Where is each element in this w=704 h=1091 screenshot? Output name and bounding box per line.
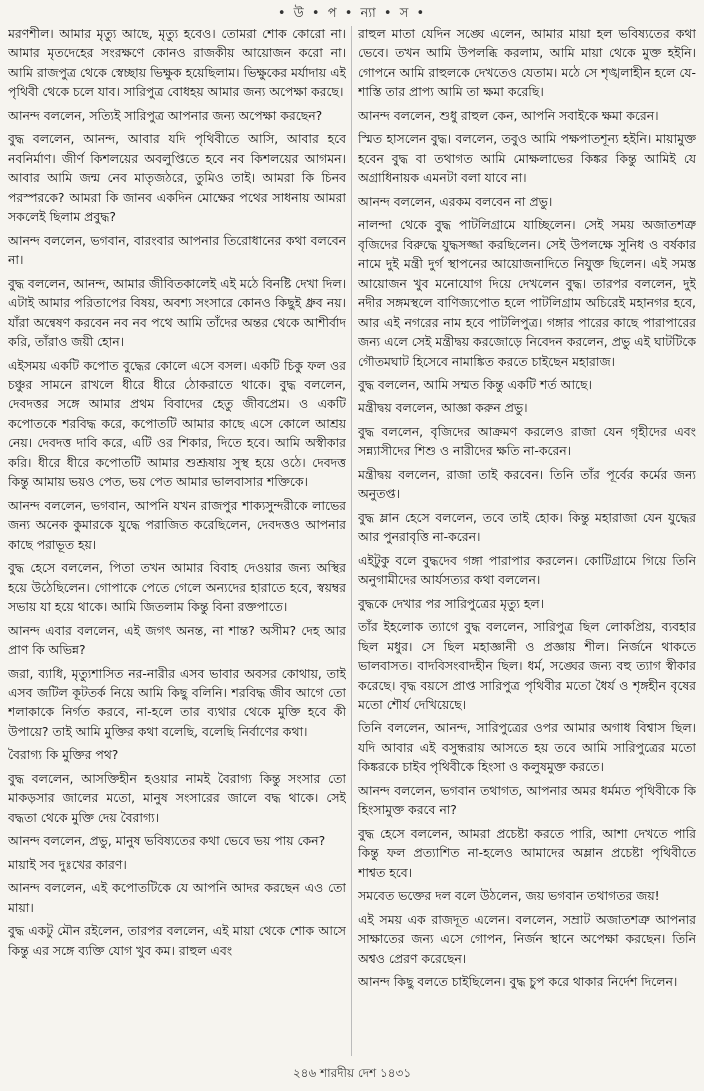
paragraph: মন্ত্রীদ্বয় বললেন, আজ্ঞা করুন প্রভু। [358,400,528,416]
paragraph: বুদ্ধ হেসে বললেন, পিতা তখন আমার বিবাহ দেওয়ার জন্য অস্থির হয়ে উঠেছিলেন। গোপাকে পেতে গেলে অন্যদের হারাতে হবে, স্বয়ম্বর সভায় যা হয়ে থাকে। আমি জিতলাম কিন্তু বিনা রক্তপাতে। [8,560,346,615]
paragraph: আনন্দ বললেন, এই কপোতটিকে যে আপনি আদর করছেন এও তো মায়া। [8,880,346,915]
paragraph: আনন্দ বললেন, ভগবান তথাগত, আপনার অমর ধর্মমত পৃথিবীকে কি হিংসামুক্ত করবে না? [358,782,696,818]
text-columns [8,24,696,1060]
paragraph: নালন্দা থেকে বুদ্ধ পাটলিগ্রামে যাচ্ছিলেন। সেই সময় অজাতশত্রু বৃজিদের বিরুদ্ধে যুদ্ধসজ্জা করছিলেন। সেই উপলক্ষে সুনিধ ও বর্ষকার নামে দুই মন্ত্রী দুর্গ স্থাপনের আয়োজনাদিতে নিযুক্ত ছিলেন। এই সমস্ত আয়োজন খুব মনোযোগ দিয়ে দেখলেন বুদ্ধ। তারপর বললেন, দুই নদীর সঙ্গমস্থলে বাণিজ্যপোত হলে পাটলিগ্রাম অচিরেই মহানগর হবে, আর এই নগরের নাম হবে পাটলিপুত্র। গঙ্গার পারের কাছে পারাপারের জন্য এলে সেই মন্ত্রীদ্বয় করজোড়ে নিবেদন করলেন, প্রভু এই ঘাটটিকে গৌতমঘাট হিসেবে নামাঙ্কিত করতে চাইছেন মহারাজ। [358,217,696,369]
paragraph: রাহুল মাতা যেদিন সঙ্ঘে এলেন, আমার মায়া হল ভবিষ্যতের কথা ভেবে। তখন আমি উপলব্ধি করলাম, আমি মায়া থেকে মুক্ত হইনি। গোপনে আমি রাহুলকে দেখতেও যেতাম। মঠে সে শৃঙ্খলাহীন হলে যে-শাস্তি তার প্রাপ্য আমি তা ক্ষমা করেছি। [358,26,696,100]
paragraph: আনন্দ কিছু বলতে চাইছিলেন। বুদ্ধ চুপ করে থাকার নির্দেশ দিলেন। [358,974,678,990]
page-header: • উ • প • ন্যা • স • [277,6,427,21]
paragraph: বুদ্ধ বললেন, আমি সম্মত কিন্তু একটি শর্ত আছে। [358,376,592,392]
paragraph: এইসময় একটি কপোত বুদ্ধের কোলে এসে বসল। একটি চিকু ফল ওর চঞ্চুর সামনে রাখলে ধীরে ধীরে ঠোকরাতে থাকে। বুদ্ধ বললেন, দেবদত্তর সঙ্গে আমার প্রথম বিবাদের হেতু জীবপ্রেম। ও একটি কপোতকে শরবিদ্ধ করে, কপোতটি আমার কাছে এসে কোলে আশ্রয় নেয়। দেবদত্ত দাবি করে, এটি ওর শিকার, দিতে হবে। আমি অস্বীকার করি। ধীরে ধীরে কপোতটি আমার শুশ্রূষায় সুস্থ হয়ে ওঠে। দেবদত্ত কিন্তু আমায় ভয়ও পেত, ভয় পেত আমার ভালবাসার শক্তিকে। [8,357,346,490]
paragraph: স্মিত হাসলেন বুদ্ধ। বললেন, তবুও আমি পক্ষপাতশূন্য হইনি। মায়ামুক্ত হবেন বুদ্ধ বা তথাগত আমি মোক্ষলাভের কিঙ্কর কিন্তু আমিই যে অগ্রাধিনায়ক এমনটা বলা যাবে না। [358,131,696,186]
paragraph: আনন্দ বললেন, সত্যিই সারিপুত্র আপনার জন্য অপেক্ষা করছেন? [8,107,323,123]
paragraph: সমবেত ভক্তের দল বলে উঠলেন, জয় ভগবান তথাগতর জয়! [358,888,660,904]
paragraph: আনন্দ বললেন, শুধু রাহুল কেন, আপনি সবাইকে ক্ষমা করেন। [358,107,659,123]
paragraph: মরণশীল। আমার মৃত্যু আছে, মৃত্যু হবেও। তোমরা শোক কোরো না। আমার মৃতদেহের সংরক্ষণে কোনও রাজকীয় আয়োজন করো না। আমি রাজপুত্র থেকে স্বেচ্ছায় ভিক্ষুক হয়েছিলাম। ভিক্ষুকের মর্যাদায় এই পৃথিবী থেকে চলে যাব। সারিপুত্র বোধহয় আমার জন্য অপেক্ষা করছে। [8,26,346,100]
paragraph: আনন্দ বললেন, ভগবান, আপনি যখন রাজপুর শাক্যসুন্দরীকে লাভের জন্য অনেক কুমারকে যুদ্ধে পরাজিত করেছিলেন, দেবদত্তও আপনার কাছে পরাভূত হয়। [8,497,346,552]
paragraph: আনন্দ এবার বললেন, এই জগৎ অনন্ত, না শান্ত? অসীম? দেহ আর প্রাণ কি অভিন্ন? [8,622,346,658]
paragraph: জরা, ব্যাধি, মৃত্যুশাসিত নর-নারীর এসব ভাবার অবসর কোথায়, তাই এসব জটিল কূটতর্ক নিয়ে আমি কিছু বলিনি। শরবিদ্ধ জীব আগে তো শলাকাকে নির্গত করবে, না-হলে তার ব্যথার থেকে মুক্তি হবে কী উপায়ে? তাই আমি মুক্তির কথা বলেছি, বলেছি নির্বাণের কথা। [8,665,346,739]
paragraph: বুদ্ধ ম্লান হেসে বললেন, তবে তাই হোক। কিন্তু মহারাজা যেন যুদ্ধের আর পুনরাবৃত্তি না-করেন। [358,509,696,545]
paragraph: আনন্দ বললেন, প্রভু, মানুষ ভবিষ্যতের কথা ভেবে ভয় পায় কেন? [8,833,326,849]
paragraph: মন্ত্রীদ্বয় বললেন, রাজা তাই করবেন। তিনি তাঁর পূর্বের কর্মের জন্য অনুতপ্ত। [358,466,696,502]
paragraph: বুদ্ধ বললেন, বৃজিদের আক্রমণ করলেও রাজা যেন গৃহীদের এবং সন্ন্যাসীদের শিশু ও নারীদের ক্ষতি না-করেন। [358,423,696,459]
paragraph: বুদ্ধ বললেন, আনন্দ, আবার যদি পৃথিবীতে আসি, আবার হবে নবনির্মাণ। জীর্ণ কিশলয়ের অবলুপ্তিতে হবে নব কিশলয়ের আগমন। আবার আমি জন্ম নেব মাতৃজঠরে, তুমিও তাই। আমরা কি চিনব পরস্পরকে? আমরা কি জানব একদিন মোক্ষের পথের সাধনায় আমরা সকলেই ছিলাম প্রবুদ্ধ? [8,131,346,225]
paragraph: মায়াই সব দুঃখের কারণ। [8,856,127,872]
paragraph: বুদ্ধ বললেন, আনন্দ, আমার জীবিতকালেই এই মঠে বিনষ্টি দেখা দিল। এটাই আমার পরিতাপের বিষয়, অবশ্য সংসারে কোনও কিছুই ধ্রুব নয়। যাঁরা অন্বেষণ করবেন নব নব পথে আমি তাঁদের অন্তর থেকে আশীর্বাদ করি, তাঁরাও জয়ী হোন। [8,275,346,350]
page-footer: ২৪৬ শারদীয় দেশ ১৪৩১ [292,1066,412,1080]
paragraph: তিনি বললেন, আনন্দ, সারিপুত্রের ওপর আমার অগাধ বিশ্বাস ছিল। যদি আবার এই বসুন্ধরায় আসতে হয় তবে আমি সারিপুত্রের মতো কিঙ্করকে চাইব পৃথিবীকে হিংসা ও কলুষমুক্ত করতে। [358,720,696,775]
paragraph: বৈরাগ্য কি মুক্তির পথ? [8,747,119,763]
right-column [358,24,696,1060]
left-column [8,24,346,1060]
paragraph: এই সময় এক রাজদূত এলেন। বললেন, সম্রাট অজাতশত্রু আপনার সাক্ষাতের জন্য এসে গোপন, নির্জন স্থানে অপেক্ষা করছেন। তিনি অশ্বও প্রেরণ করেছেন। [358,911,696,966]
paragraph: বুদ্ধ একটু মৌন রইলেন, তারপর বললেন, এই মায়া থেকে শোক আসে কিন্তু এর সঙ্গে ব্যক্তি যোগ খুব কম। রাহুল এবং [8,923,346,958]
column-divider [351,26,352,1056]
paragraph: আনন্দ বললেন, ভগবান, বারংবার আপনার তিরোধানের কথা বলবেন না। [8,232,346,268]
paragraph: বুদ্ধকে দেখার পর সারিপুত্রের মৃত্যু হল। [358,595,545,611]
paragraph: বুদ্ধ হেসে বললেন, আমরা প্রচেষ্টা করতে পারি, আশা দেখতে পারি কিন্তু ফল প্রত্যাশিত না-হলেও আমাদের অম্লান প্রচেষ্টা পৃথিবীতে শাশ্বত হবে। [358,825,696,880]
paragraph: বুদ্ধ বললেন, আসক্তিহীন হওয়ার নামই বৈরাগ্য কিন্তু সংসার তো মাকড়সার জালের মতো, মানুষ সংসারের জালে বদ্ধ থাকে। সেই বদ্ধতা থেকে মুক্তি দেয় বৈরাগ্য। [8,770,346,825]
paragraph: এইটুকু বলে বুদ্ধদেব গঙ্গা পারাপার করলেন। কোটিগ্রামে গিয়ে তিনি অনুগামীদের আর্যসত্যর কথা বললেন। [358,552,696,588]
paragraph: আনন্দ বললেন, এরকম বলবেন না প্রভু। [358,193,553,209]
paragraph: তাঁর ইহলোক ত্যাগে বুদ্ধ বললেন, সারিপুত্র ছিল লোকপ্রিয়, ব্যবহার ছিল মধুর। সে ছিল মহাজ্ঞানী ও প্রজ্ঞায় শীল। নির্জনে থাকতে ভালবাসত। বাদবিসংবাদহীন ছিল। ধর্ম, সঙ্ঘের জন্য বহু ত্যাগ স্বীকার করেছে। বৃদ্ধ বয়সে প্রাপ্ত সারিপুত্র পৃথিবীর মতো ধৈর্য ও শৃঙ্গহীন বৃষের মতো শৌর্য দেখিয়েছে। [358,619,696,712]
